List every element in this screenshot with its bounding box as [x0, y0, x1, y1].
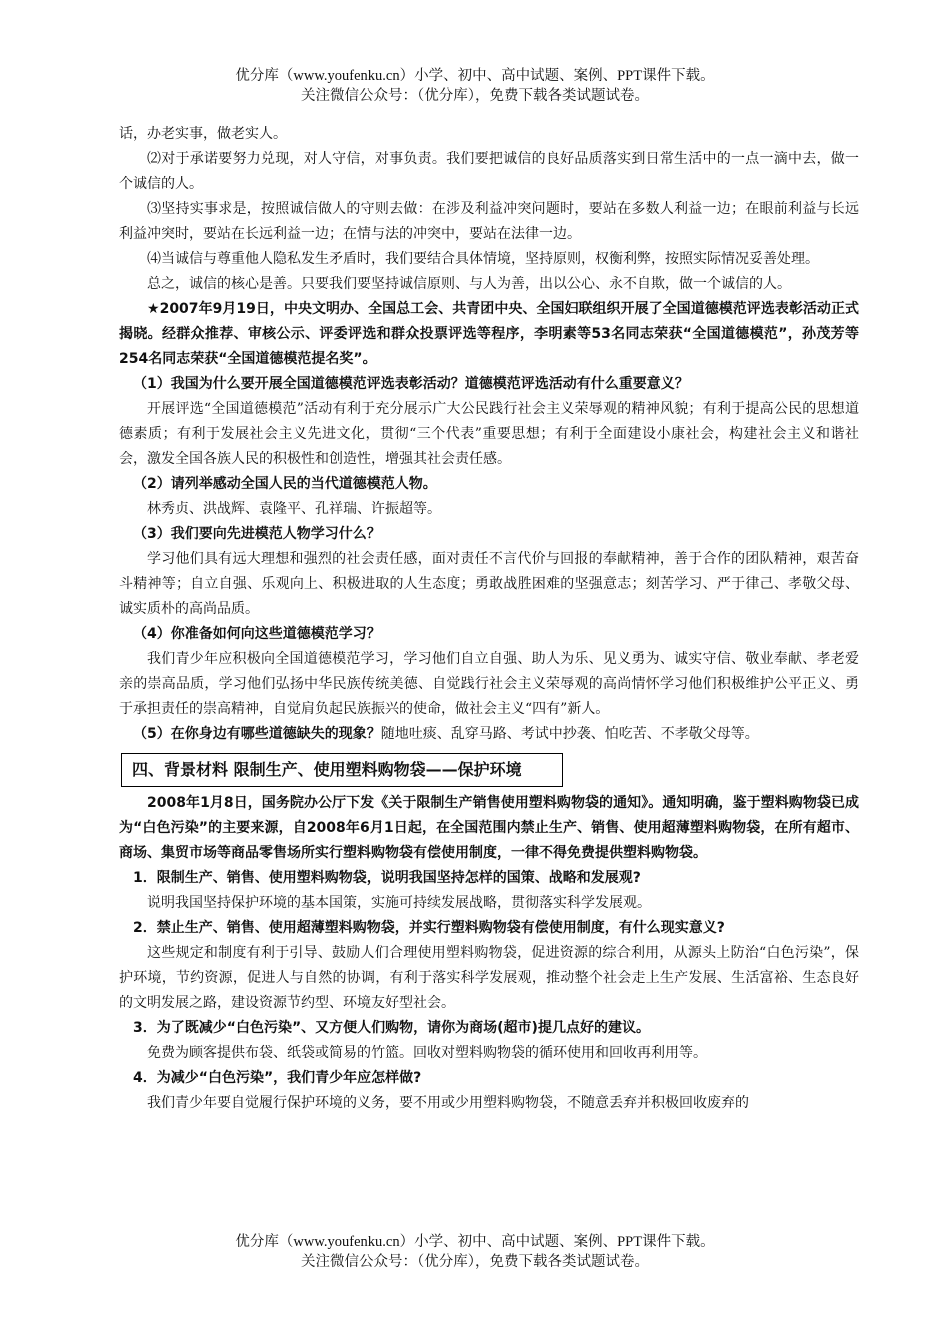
section-4-title: 四、背景材料 限制生产、使用塑料购物袋——保护环境: [121, 753, 563, 787]
footer-line-1: 优分库（www.youfenku.cn）小学、初中、高中试题、案例、PPT课件下载。: [235, 1234, 715, 1250]
section-4-intro: 2008年1月8日，国务院办公厅下发《关于限制生产销售使用塑料购物袋的通知》。通知明确，鉴于塑料购物袋已成为“白色污染”的主要来源，自2008年6月1日起，在全国范围内禁止生产、销售、使用超薄塑料购物袋，在所有超市、商场、集贸市场等商品零售场所实行塑料购物袋有偿使用制度，一律不得免费提供塑料购物袋。: [119, 795, 859, 861]
s4-question-1: 1．限制生产、销售、使用塑料购物袋，说明我国坚持怎样的国策、战略和发展观?: [133, 870, 641, 886]
header-line-2: 关注微信公众号：（优分库），免费下载各类试题试卷。: [301, 88, 649, 104]
news-paragraph: ★2007年9月19日，中央文明办、全国总工会、共青团中央、全国妇联组织开展了全国道德模范评选表彰活动正式揭晓。经群众推荐、审核公示、评委评选和群众投票评选等程序，李明素等53名同志荣获“全国道德模范”，孙茂芳等254名同志荣获“全国道德模范提名奖”。: [119, 301, 859, 367]
paragraph-4: 总之，诚信的核心是善。只要我们要坚持诚信原则、与人为善，出以公心、永不自欺，做一个诚信的人。: [147, 276, 791, 292]
paragraph-2: ⑶坚持实事求是，按照诚信做人的守则去做：在涉及利益冲突问题时，要站在多数人利益一边；在眼前利益与长远利益冲突时，要站在长远利益一边；在情与法的冲突中，要站在法律一边。: [119, 201, 859, 242]
question-4: （4）你准备如何向这些道德模范学习？: [133, 626, 381, 642]
s4-question-2: 2．禁止生产、销售、使用超薄塑料购物袋，并实行塑料购物袋有偿使用制度，有什么现实意义?: [133, 920, 725, 936]
answer-5: 随地吐痰、乱穿马路、考试中抄袭、怕吃苦、不孝敬父母等。: [380, 726, 759, 742]
header-line-1: 优分库（www.youfenku.cn）小学、初中、高中试题、案例、PPT课件下载。: [235, 68, 715, 84]
footer-line-2: 关注微信公众号：（优分库），免费下载各类试题试卷。: [301, 1254, 649, 1270]
question-5: [119, 722, 859, 747]
answer-4: 我们青少年应积极向全国道德模范学习，学习他们自立自强、助人为乐、见义勇为、诚实守信、敬业奉献、孝老爱亲的崇高品质，学习他们弘扬中华民族传统美德、自觉践行社会主义荣辱观的高尚情怀学习他们积极维护公平正义、勇于承担责任的崇高精神，自觉肩负起民族振兴的使命，做社会主义“四有”新人。: [119, 651, 859, 717]
answer-1: 开展评选“全国道德模范”活动有利于充分展示广大公民践行社会主义荣辱观的精神风貌；有利于提高公民的思想道德素质；有利于发展社会主义先进文化，贯彻“三个代表”重要思想；有利于全面建设小康社会，构建社会主义和谐社会，激发全国各族人民的积极性和创造性，增强其社会责任感。: [119, 401, 859, 467]
answer-2: 林秀贞、洪战辉、袁隆平、孔祥瑞、许振超等。: [147, 501, 441, 517]
s4-answer-1: 说明我国坚持保护环境的基本国策，实施可持续发展战略，贯彻落实科学发展观。: [147, 895, 651, 911]
s4-answer-2: 这些规定和制度有利于引导、鼓励人们合理使用塑料购物袋，促进资源的综合利用，从源头上防治“白色污染”，保护环境，节约资源，促进人与自然的协调，有利于落实科学发展观，推动整个社会走上生产发展、生活富裕、生态良好的文明发展之路，建设资源节约型、环境友好型社会。: [119, 945, 859, 1011]
answer-3: 学习他们具有远大理想和强烈的社会责任感，面对责任不言代价与回报的奉献精神，善于合作的团队精神，艰苦奋斗精神等；自立自强、乐观向上、积极进取的人生态度；勇敢战胜困难的坚强意志；刻苦学习、严于律己、孝敬父母、诚实质朴的高尚品质。: [119, 551, 859, 617]
s4-answer-4: 我们青少年要自觉履行保护环境的义务，要不用或少用塑料购物袋，不随意丢弃并积极回收废弃的: [147, 1095, 749, 1111]
s4-answer-3: 免费为顾客提供布袋、纸袋或简易的竹篮。回收对塑料购物袋的循环使用和回收再利用等。: [147, 1045, 707, 1061]
paragraph-3: ⑷当诚信与尊重他人隐私发生矛盾时，我们要结合具体情境，坚持原则，权衡利弊，按照实际情况妥善处理。: [147, 251, 819, 267]
s4-question-4: 4．为减少“白色污染”，我们青少年应怎样做?: [133, 1070, 422, 1086]
paragraph-0: 话，办老实事，做老实人。: [119, 126, 287, 142]
document-body: [119, 122, 859, 1116]
question-2: （2）请列举感动全国人民的当代道德模范人物。: [133, 476, 437, 492]
question-5-text: （5）在你身边有哪些道德缺失的现象？: [133, 726, 381, 742]
page-header: [0, 66, 950, 106]
question-3: （3）我们要向先进模范人物学习什么？: [133, 526, 381, 542]
s4-question-3: 3．为了既减少“白色污染”、又方便人们购物，请你为商场(超市)提几点好的建议。: [133, 1020, 650, 1036]
page-footer: [0, 1232, 950, 1272]
paragraph-1: ⑵对于承诺要努力兑现，对人守信，对事负责。我们要把诚信的良好品质落实到日常生活中的一点一滴中去，做一个诚信的人。: [119, 151, 859, 192]
question-1: （1）我国为什么要开展全国道德模范评选表彰活动？道德模范评选活动有什么重要意义？: [133, 376, 689, 392]
